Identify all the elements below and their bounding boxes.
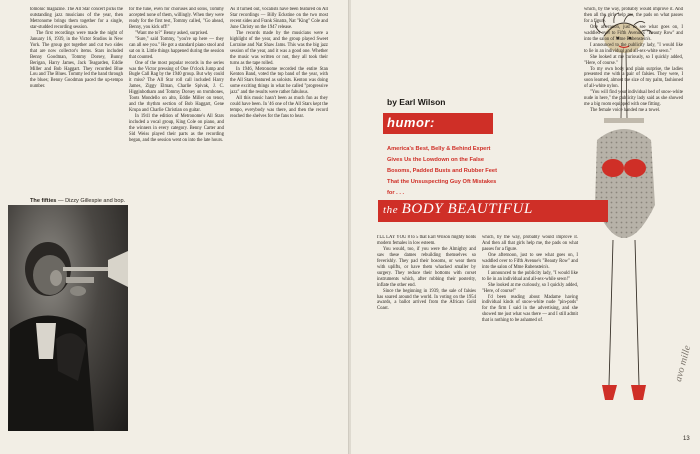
right-column-1	[377, 235, 476, 447]
paragraph: She looked at me curiously, so I quickly added, "Here, of course!"	[482, 282, 578, 294]
paragraph: In 1946, Metronome recorded the entire Stan Kenton Band, voted the top band of the year, with the All Stars featured as soloists. Kenton was doing some exciting things in what he called "progressive jazz" and the results were rather fabulous.	[230, 66, 328, 96]
photo-caption-text: — Dizzy Gillespie and bop.	[56, 198, 126, 204]
right-column-2	[482, 235, 578, 447]
trumpet-player-photo	[8, 205, 128, 431]
paragraph: for the tune, even for choruses and solos, Tommy accepted none of them, willingly. When they were ready for the first test, Tommy called, "Go ahead, Benny, you kick off!"	[129, 7, 224, 30]
paragraph: which, by the way, probably would improve it. And then all the girls help me, the pads on what passes for a figure.	[584, 7, 683, 24]
left-page	[0, 0, 349, 454]
paragraph: One of the most popular records in the series was the Victor pressing of One O'clock Jump and Bugle Call Rag by the 1940 group. But why could it miss? The All Star roll call included Harry James, Ziggy Elman, Charlie Spivak, J. C. Higginbotham and Tommy Dorsey on trombones, Toots Mondello on alto, Eddie Miller on tenor, and the rhythm section of Bob Haggart, Gene Krupa and Charlie Christian on guitar.	[129, 60, 224, 114]
section-label: humor:	[387, 115, 435, 130]
paragraph: She looked at me curiously, so I quickly added, "Here, of course."	[584, 54, 683, 66]
right-page	[351, 0, 700, 454]
byline: by Earl Wilson	[387, 97, 446, 107]
paragraph: tomonic magazine. The All Star concert picks the outstanding jazz musicians of the year, then Metronome brings them together for a single, star-studded recording session.	[30, 7, 123, 30]
paragraph: "Want me to?" Benny asked, surprised.	[135, 30, 209, 36]
paragraph: I'd been reading about Madame having individual kinds of snow-white nude "pin-pods" for the firm I said in the advertising, and she showed me just what was there — and I still admit that is nothing to be ashamed of.	[482, 294, 578, 324]
paragraph: As it turned out, vocalists have been featured on All Star recordings — Billy Eckstine on the two most recent sides and Frank Sinatra, Nat "King" Cole and June Christy on the 1947 release.	[230, 7, 328, 30]
paragraph: The first recordings were made the night of January 16, 1939, in the Victor Studios in New York. The group got together and cut two sides that are now collector's items. Stars included Benny Goodman, Tommy Dorsey, Bunny Berigan, Harry James, Jack Teagarden, Eddie Miller and Bob Haggart. They recorded Blue Lou and The Blues. Tommy led the band through the blues; Benny Goodman paced the up-tempo number.	[30, 30, 123, 90]
paragraph: I'LL LAY YOU 8 to 5 that Earl Wilson mighty holds modern females in low esteem.	[377, 235, 476, 246]
article-headline	[383, 201, 533, 218]
page-number: 13	[683, 436, 690, 442]
photo-caption	[30, 198, 125, 204]
left-column-2	[129, 7, 224, 454]
headline-main: BODY BEAUTIFUL	[401, 201, 533, 217]
paragraph: "Sure," said Tommy, "you're up here — they can all see you." He got a standard piano stool and sat on it. Little things happened during the session that counted.	[129, 36, 224, 60]
right-column-3	[584, 7, 683, 447]
paragraph: The female voice handed me a towel.	[590, 108, 661, 114]
paragraph: "You will find your individual bed of snow-white nude in here," the publicity lady said as she showed me a big room equipped with one fitting.	[584, 90, 683, 108]
paragraph: which, by the way, probably would improve it. And then all that girls help me, the pads on what passes for a figure.	[482, 235, 578, 252]
paragraph: You would, too, if you were the Almighty and saw these dames rebuilding themselves so feverishly. They pad their bosoms, or wear them with uplifts, or have them whacked smaller by surgery. They reduce their bottoms with corset instruments which, after robbing their posterity, inflate the other end.	[377, 246, 476, 288]
paragraph: I announced to the publicity lady, "I would like to lie in an individual and all-sex-white sewn."	[584, 42, 683, 54]
article-deck: America's Best, Belly & Behind Expert Gives Us the Lowdown on the False Bosoms, Padded Busts and Rubber Feet That the Unsuspecting Guy Oft Mistakes for . . .	[387, 146, 497, 196]
artist-signature: avo mille	[673, 344, 694, 383]
paragraph: Since the beginning in 1939, the sale of falsies has soared around the world. In voting on the 1954 awards, a ballot arrived from the African Gold Coast.	[377, 288, 476, 312]
paragraph: I announced to the publicity lady, "I would like to lie in an individual and all-sex-while sewn!"	[482, 270, 578, 282]
paragraph: To my own body and plain surprise, the ladies presented me with a pair of falsies. They were, I soon learned, almost the size of my palm, fashioned of all-white nylon.	[584, 66, 683, 90]
photo-image	[8, 205, 128, 431]
paragraph: One afternoon, just to see what goes on, I waddled over to Fifth Avenue's "Beauty Row" and into the salon of Mme Rubenstein's.	[482, 252, 578, 270]
left-column-1	[30, 7, 123, 191]
paragraph: In 1941 the edition of Metronome's All Stars included a vocal group, King Cole on piano, and the winners in every category. Benny Carter and Sid Weiss played their parts as the recording began, and the session went on into the late hours.	[129, 114, 224, 143]
photo-caption-label: The fifties	[30, 198, 57, 204]
paragraph: The records made by the musicians were a highlight of the year, and the group played Sweet Lorraine and Nat Shaw Jams. This was the big jazz session of the year, and it was a good one. Whether the music was written or not, they all took their turns as the tape rolled.	[230, 30, 328, 66]
paragraph: All this music hasn't been as much fun as they could have been. In '46 one of the All Stars kept the tempo, everybody was there, and then the record reached the shelves for the fans to hear.	[230, 96, 328, 120]
left-column-3	[230, 7, 328, 454]
paragraph: One afternoon, just to see what goes on, I waddled over to Fifth Avenue's "Beauty Row" and into the salon of Mme Rubenstein's.	[584, 24, 683, 42]
headline-article: the	[383, 204, 402, 216]
